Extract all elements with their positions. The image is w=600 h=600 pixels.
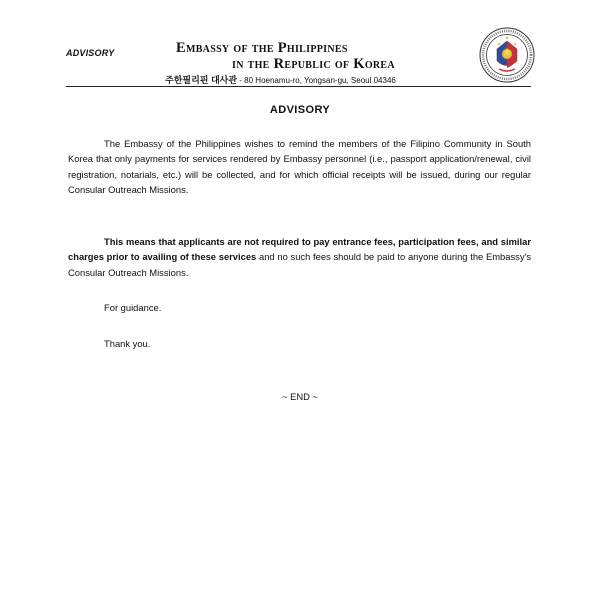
address-english: 80 Hoenamu-ro, Yongsan-gu, Seoul 04346 <box>244 76 396 85</box>
embassy-title-line2: in the Republic of Korea <box>232 56 395 72</box>
paragraph-1: The Embassy of the Philippines wishes to remind the members of the Filipino Community in South Korea that only payments for services rendered by Embassy personnel (i.e., passport application/renewal, civil registration, notarials, etc.) will be collected, and for which official receipts will be issued, during our regular Consular Outreach Missions. <box>68 138 531 196</box>
thank-you-line: Thank you. <box>104 338 151 349</box>
philippine-seal-icon <box>479 27 535 83</box>
document-tag: ADVISORY <box>66 48 115 58</box>
end-marker: ~ END ~ <box>282 391 318 402</box>
paragraph-2-bold: This means that applicants are not required to pay entrance fees, participation fees, and similar charges prior to availing of these services <box>68 236 531 263</box>
embassy-title-line1: Embassy of the Philippines <box>176 40 348 56</box>
header-rule <box>66 86 531 87</box>
address-separator: - <box>237 76 245 85</box>
paragraph-2-rest: and no such fees should be paid to anyone during the Embassy's Consular Outreach Missions. <box>68 251 532 278</box>
address-korean: 주한필리핀 대사관 <box>165 75 238 85</box>
for-guidance-line: For guidance. <box>104 302 162 313</box>
advisory-heading: ADVISORY <box>269 104 331 116</box>
paragraph-2 <box>68 234 531 280</box>
embassy-address <box>165 73 396 86</box>
